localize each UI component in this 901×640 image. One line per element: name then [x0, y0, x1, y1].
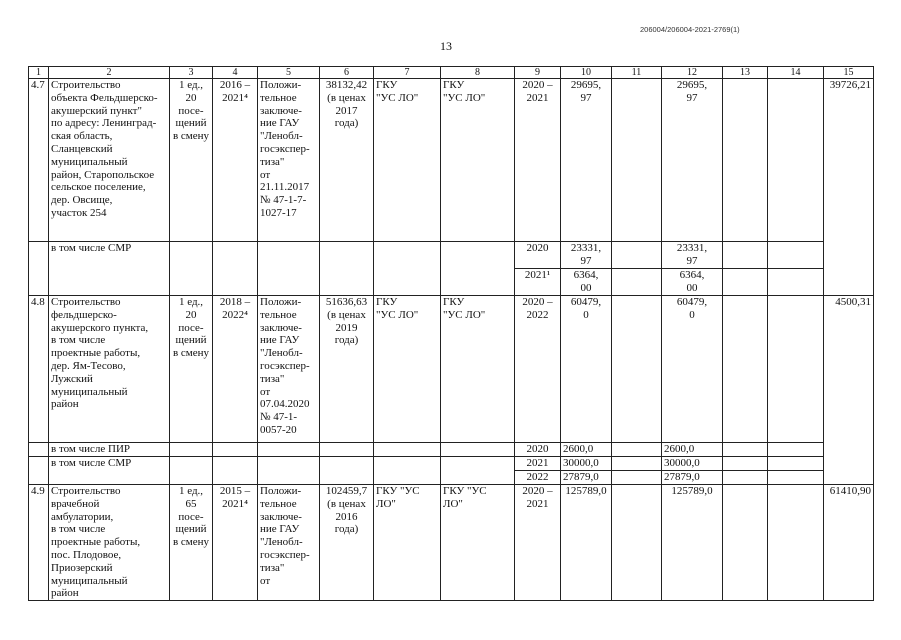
empty-cell — [612, 443, 662, 457]
empty-cell — [320, 471, 374, 485]
empty-cell — [768, 242, 824, 269]
empty-cell — [170, 269, 213, 296]
empty-cell — [723, 443, 768, 457]
empty-cell — [612, 485, 662, 601]
sub-total: 23331, 97 — [561, 242, 612, 269]
empty-cell — [49, 269, 170, 296]
table-row — [29, 485, 874, 601]
empty-cell — [723, 296, 768, 443]
empty-cell — [374, 457, 441, 471]
empty-cell — [723, 485, 768, 601]
empty-cell — [213, 471, 258, 485]
empty-cell — [612, 242, 662, 269]
col-number: 13 — [723, 67, 768, 79]
funding-period: 2020 – 2022 — [515, 296, 561, 443]
row-number: 4.7 — [29, 79, 49, 242]
table-row — [29, 443, 874, 457]
empty-cell — [258, 269, 320, 296]
sub-year: 2020 — [515, 242, 561, 269]
column-number-row — [29, 67, 874, 79]
customer: ГКУ "УС ЛО" — [374, 296, 441, 443]
empty-cell — [441, 443, 515, 457]
empty-cell — [723, 471, 768, 485]
empty-cell — [612, 79, 662, 242]
table-row — [29, 296, 874, 443]
empty-cell — [768, 296, 824, 443]
investment-table — [28, 66, 874, 601]
sub-label: в том числе ПИР — [49, 443, 170, 457]
empty-cell — [170, 471, 213, 485]
empty-cell — [768, 471, 824, 485]
table-row — [29, 242, 874, 269]
empty-cell — [320, 443, 374, 457]
expertise-conclusion: Положи- тельное заключе- ние ГАУ "Ленобл- госэкспер- тиза" от 21.11.2017 № 47-1-7- 1027-17 — [258, 79, 320, 242]
table-row — [29, 457, 874, 471]
sub-label: в том числе СМР — [49, 242, 170, 269]
empty-cell — [374, 242, 441, 269]
empty-cell — [441, 471, 515, 485]
object-name: Строительство фельдшерско- акушерского пункта, в том числе проектные работы, дер. Ям-Тесово, Лужский муниципальный район — [49, 296, 170, 443]
empty-cell — [213, 242, 258, 269]
empty-cell — [170, 443, 213, 457]
capacity: 1 ед., 20 посе- щений в смену — [170, 79, 213, 242]
empty-cell — [441, 242, 515, 269]
table-row — [29, 471, 874, 485]
empty-cell — [29, 471, 49, 485]
construction-years: 2015 – 2021⁴ — [213, 485, 258, 601]
sub-regional: 27879,0 — [662, 471, 723, 485]
empty-cell — [213, 269, 258, 296]
regional-amount: 60479, 0 — [662, 296, 723, 443]
sub-year: 2022 — [515, 471, 561, 485]
funding-period: 2020 – 2021 — [515, 79, 561, 242]
sub-total: 2600,0 — [561, 443, 612, 457]
col-number: 6 — [320, 67, 374, 79]
col-number: 8 — [441, 67, 515, 79]
empty-cell — [723, 242, 768, 269]
empty-cell — [723, 79, 768, 242]
table-row — [29, 269, 874, 296]
estimated-cost: 38132,42 (в ценах 2017 года) — [320, 79, 374, 242]
sub-year: 2020 — [515, 443, 561, 457]
empty-cell — [49, 471, 170, 485]
empty-cell — [768, 269, 824, 296]
empty-cell — [170, 457, 213, 471]
col-number: 4 — [213, 67, 258, 79]
col-number: 1 — [29, 67, 49, 79]
empty-cell — [258, 443, 320, 457]
total-amount: 125789,0 — [561, 485, 612, 601]
row-number: 4.8 — [29, 296, 49, 443]
empty-cell — [374, 269, 441, 296]
regional-amount: 125789,0 — [662, 485, 723, 601]
empty-cell — [612, 471, 662, 485]
object-name: Строительство объекта Фельдшерско- акушерский пункт" по адресу: Ленинград- ская область, Сланцевский муниципальный район, Старопольское сельское поселение, дер. Овсище, участок 254 — [49, 79, 170, 242]
developer: ГКУ "УС ЛО" — [441, 79, 515, 242]
empty-cell — [441, 457, 515, 471]
sub-year: 2021 — [515, 457, 561, 471]
customer: ГКУ "УС ЛО" — [374, 79, 441, 242]
sub-regional: 30000,0 — [662, 457, 723, 471]
regional-amount: 29695, 97 — [662, 79, 723, 242]
empty-cell — [258, 457, 320, 471]
empty-cell — [213, 457, 258, 471]
total-amount: 29695, 97 — [561, 79, 612, 242]
capacity: 1 ед., 20 посе- щений в смену — [170, 296, 213, 443]
construction-years: 2016 – 2021⁴ — [213, 79, 258, 242]
empty-cell — [768, 443, 824, 457]
empty-cell — [374, 471, 441, 485]
col-number: 15 — [824, 67, 874, 79]
empty-cell — [768, 485, 824, 601]
empty-cell — [29, 443, 49, 457]
developer: ГКУ "УС ЛО" — [441, 485, 515, 601]
col-number: 7 — [374, 67, 441, 79]
empty-cell — [320, 269, 374, 296]
empty-cell — [441, 269, 515, 296]
empty-cell — [29, 457, 49, 471]
developer: ГКУ "УС ЛО" — [441, 296, 515, 443]
empty-cell — [374, 443, 441, 457]
sub-year: 2021¹ — [515, 269, 561, 296]
col-number: 10 — [561, 67, 612, 79]
document-id: 206004/206004-2021-2769(1) — [640, 25, 740, 34]
page-number: 13 — [440, 39, 452, 53]
empty-cell — [258, 471, 320, 485]
sub-label: в том числе СМР — [49, 457, 170, 471]
table-row — [29, 79, 874, 242]
sub-regional: 23331, 97 — [662, 242, 723, 269]
empty-cell — [170, 242, 213, 269]
object-name: Строительство врачебной амбулатории, в том числе проектные работы, пос. Плодовое, Приозерский муниципальный район — [49, 485, 170, 601]
expertise-conclusion: Положи- тельное заключе- ние ГАУ "Ленобл- госэкспер- тиза" от 07.04.2020 № 47-1- 0057-20 — [258, 296, 320, 443]
capacity: 1 ед., 65 посе- щений в смену — [170, 485, 213, 601]
expertise-conclusion: Положи- тельное заключе- ние ГАУ "Ленобл- госэкспер- тиза" от — [258, 485, 320, 601]
empty-cell — [213, 443, 258, 457]
empty-cell — [29, 269, 49, 296]
funding-period: 2020 – 2021 — [515, 485, 561, 601]
remaining-cost: 4500,31 — [824, 296, 874, 485]
total-amount: 60479, 0 — [561, 296, 612, 443]
estimated-cost: 102459,7 (в ценах 2016 года) — [320, 485, 374, 601]
empty-cell — [768, 457, 824, 471]
col-number: 5 — [258, 67, 320, 79]
sub-regional: 6364, 00 — [662, 269, 723, 296]
col-number: 11 — [612, 67, 662, 79]
col-number: 12 — [662, 67, 723, 79]
empty-cell — [723, 457, 768, 471]
col-number: 2 — [49, 67, 170, 79]
empty-cell — [320, 457, 374, 471]
col-number: 14 — [768, 67, 824, 79]
sub-total: 27879,0 — [561, 471, 612, 485]
col-number: 9 — [515, 67, 561, 79]
empty-cell — [320, 242, 374, 269]
sub-total: 6364, 00 — [561, 269, 612, 296]
row-number: 4.9 — [29, 485, 49, 601]
sub-total: 30000,0 — [561, 457, 612, 471]
empty-cell — [612, 269, 662, 296]
estimated-cost: 51636,63 (в ценах 2019 года) — [320, 296, 374, 443]
remaining-cost: 39726,21 — [824, 79, 874, 296]
empty-cell — [612, 296, 662, 443]
col-number: 3 — [170, 67, 213, 79]
empty-cell — [612, 457, 662, 471]
empty-cell — [723, 269, 768, 296]
construction-years: 2018 – 2022⁴ — [213, 296, 258, 443]
empty-cell — [29, 242, 49, 269]
empty-cell — [768, 79, 824, 242]
remaining-cost: 61410,90 — [824, 485, 874, 601]
empty-cell — [258, 242, 320, 269]
customer: ГКУ "УС ЛО" — [374, 485, 441, 601]
sub-regional: 2600,0 — [662, 443, 723, 457]
